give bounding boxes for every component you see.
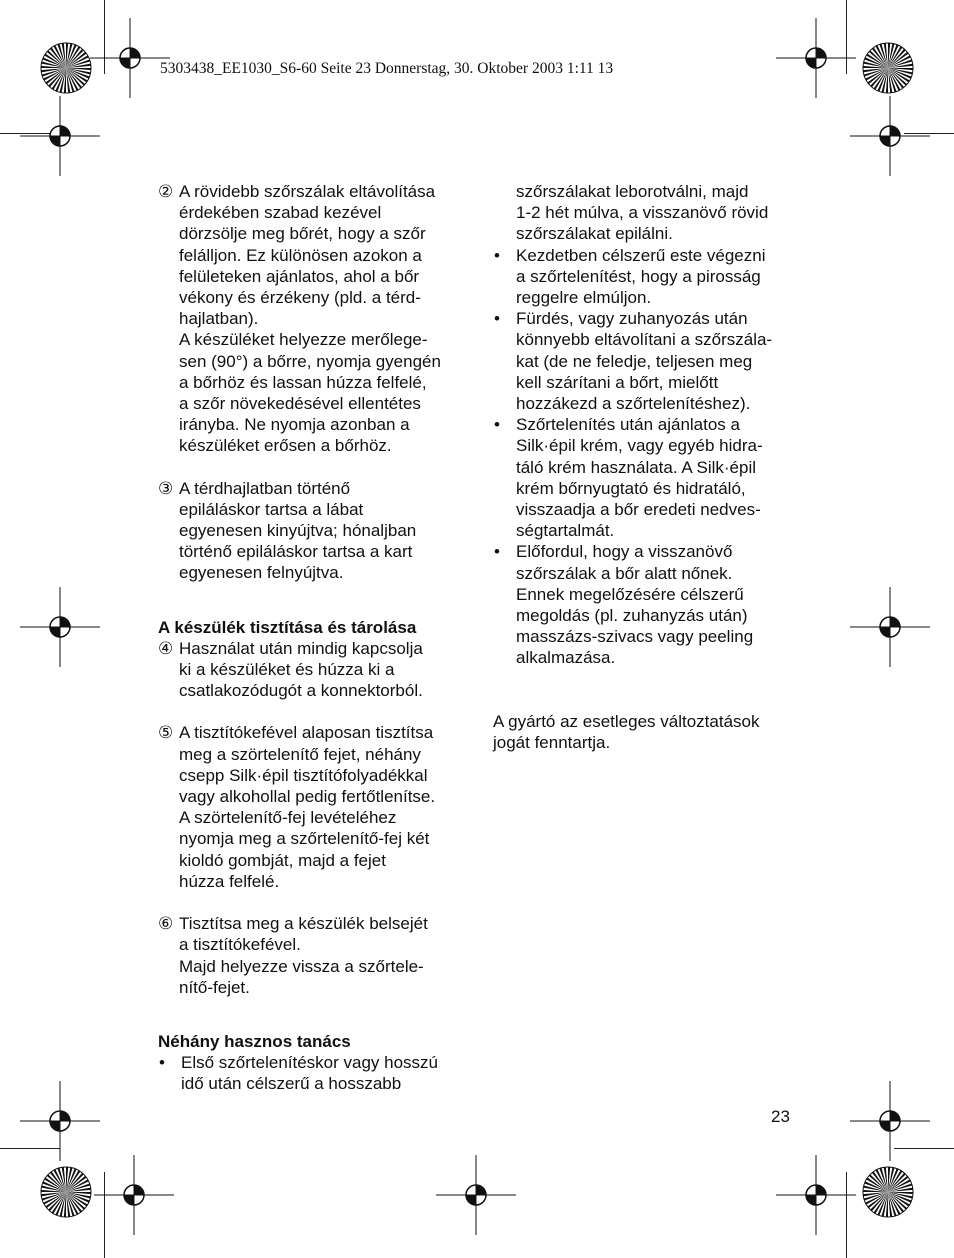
right-column (493, 181, 798, 753)
step-number: ② (158, 182, 174, 201)
tip-item (493, 245, 798, 309)
tip-text: Fürdés, vagy zuhanyozás után könnyebb eltávolítani a szőrszála- kat (de ne feledje, teljesen meg kell szárítani a bőrt, mielőtt hozzákezd a szőrtelenítéshez). (516, 309, 773, 414)
bullet-icon: • (494, 245, 500, 265)
registration-crosshair-icon (90, 18, 170, 98)
bullet-icon: • (494, 309, 500, 329)
step-number: ⑥ (158, 914, 174, 934)
registration-crosshair-icon (850, 1081, 930, 1161)
section-heading-cleaning: A készülék tisztítása és tárolása (158, 617, 417, 637)
step-number: ⑤ (158, 723, 174, 743)
registration-burst-icon (40, 42, 92, 94)
page-number: 23 (771, 1107, 790, 1126)
tip-text: Első szőrtelenítéskor vagy hosszú idő után célszerű a hosszabb (181, 1053, 439, 1094)
tip-text: Szőrtelenítés után ajánlatos a Silk·épil krém, vagy egyéb hidra- táló krém használata. A Silk·épil krém bőrnyugtató és hidratáló, visszaadja a bőr eredeti nedves- ségtartalmát. (516, 415, 763, 541)
registration-crosshair-icon (776, 1155, 856, 1235)
section-heading-tips: Néhány hasznos tanács (158, 1031, 351, 1051)
registration-crosshair-icon (850, 587, 930, 667)
step-number: ④ (158, 638, 174, 658)
registration-crosshair-icon (94, 1155, 174, 1235)
tip-item (493, 541, 798, 668)
step-number: ③ (158, 478, 174, 498)
registration-crosshair-icon (20, 587, 100, 667)
step-5 (158, 722, 463, 892)
registration-burst-icon (862, 42, 914, 94)
tip-item (158, 1052, 463, 1094)
registration-burst-icon (862, 1166, 914, 1218)
disclaimer: A gyártó az esetleges változtatások jogát fenntartja. (493, 711, 760, 752)
tip-text: Előfordul, hogy a visszanövő szőrszálak a bőr alatt nőnek. Ennek megelőzésére célszerű megoldás (pl. zuhanyzás után) masszázs-szivacs vagy peeling alkalmazása. (516, 542, 754, 668)
registration-crosshair-icon (20, 1081, 100, 1161)
registration-burst-icon (40, 1166, 92, 1218)
tip-text: szőrszálakat leborotválni, majd 1-2 hét múlva, a visszanövő rövid szőrszálakat epilálni. (516, 182, 769, 244)
tip-item-continued (493, 181, 798, 245)
tip-item (493, 414, 798, 541)
print-slug-header: 5303438_EE1030_S6-60 Seite 23 Donnerstag, 30. Oktober 2003 1:11 13 (160, 60, 614, 77)
step-text: A tisztítókefével alaposan tisztítsa meg a szörtelenítő fejet, néhány csepp Silk·épil tisztítófolyadékkal vagy alkohollal pedig fertőtlenítse. A szörtelenítő-fej levételéhez nyomja meg a szőrtelenítő-fej két kioldó gombját, majd a fejet húzza felfelé. (179, 723, 436, 891)
registration-crosshair-icon (436, 1155, 516, 1235)
tip-item (493, 308, 798, 414)
step-text: A rövidebb szőrszálak eltávolítása érdekében szabad kezével dörzsölje meg bőrét, hogy a szőr felálljon. Ez különösen azokon a felületeken ajánlatos, ahol a bőr vékony és érzékeny (pld. a térd- hajlatban). A készüléket helyezze merőlege- sen (90°) a bőrre, nyomja gyengén a bőrhöz és lassan húzza felfelé, a szőr növekedésével ellentétes irányba. Ne nyomja azonban a készüléket erősen a bőrhöz. (179, 182, 441, 456)
step-text: Használat után mindig kapcsolja ki a készüléket és húzza ki a csatlakozódugót a konnektorból. (179, 638, 423, 701)
bullet-icon: • (494, 415, 500, 435)
step-text: Tisztítsa meg a készülék belsejét a tisztítókefével. Majd helyezze vissza a szőrtele- nítő-fejet. (179, 914, 428, 997)
step-6 (158, 913, 463, 998)
bullet-icon: • (494, 542, 500, 562)
step-4 (158, 638, 463, 702)
registration-crosshair-icon (776, 18, 856, 98)
left-column (158, 181, 463, 1095)
step-text: A térdhajlatban történő epiláláskor tartsa a lábat egyenesen kinyújtva; hónaljban történő epiláláskor tartsa a kart egyenesen felnyújtva. (179, 478, 417, 583)
step-3 (158, 478, 463, 584)
registration-crosshair-icon (850, 96, 930, 176)
registration-crosshair-icon (20, 96, 100, 176)
bullet-icon: • (159, 1053, 165, 1073)
step-2 (158, 181, 463, 457)
tip-text: Kezdetben célszerű este végezni a szőrtelenítést, hogy a pirosság reggelre elmúljon. (516, 245, 766, 308)
